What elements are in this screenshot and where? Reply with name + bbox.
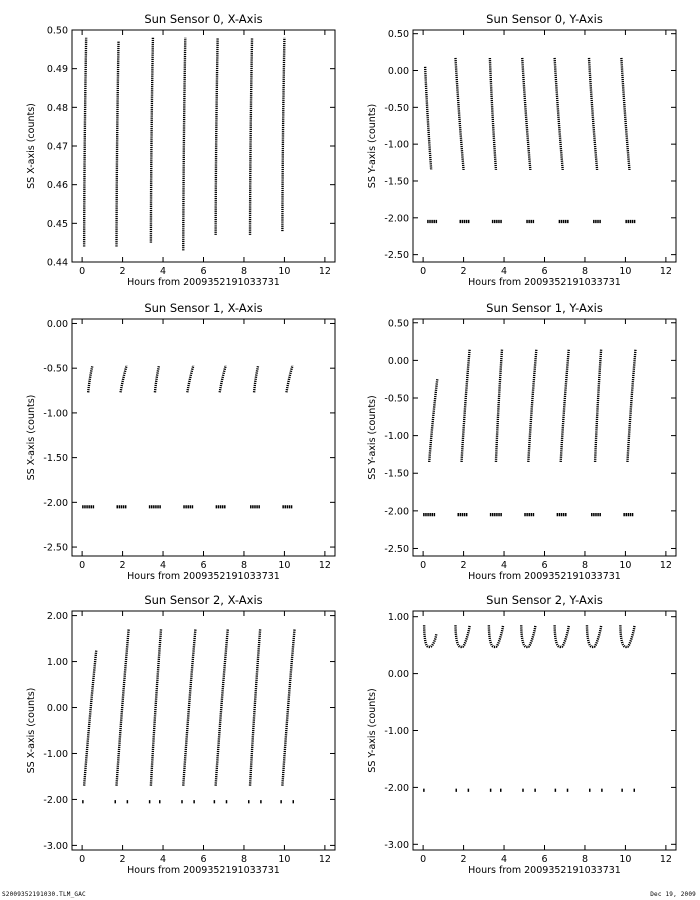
plot-frame (413, 319, 676, 556)
x-tick-label: 2 (119, 854, 126, 865)
plot-frame (413, 611, 676, 850)
x-tick-label: 6 (541, 560, 548, 571)
x-tick-label: 8 (240, 560, 247, 571)
series-track-3 (490, 58, 496, 170)
series-track-5 (216, 38, 218, 235)
plot-frame (72, 319, 335, 556)
data-layer (82, 366, 292, 507)
y-tick-label: -2.00 (384, 782, 409, 794)
y-axis-label: SS X-axis (counts) (26, 687, 37, 774)
y-tick-label: 0.50 (46, 25, 68, 37)
y-tick-label: 0.46 (46, 180, 68, 192)
series-track-5 (555, 58, 563, 170)
chart-title: Sun Sensor 1, X-Axis (144, 301, 263, 315)
x-tick-label: 10 (619, 854, 632, 865)
x-tick-label: 10 (278, 854, 291, 865)
plot-frame (72, 611, 335, 850)
series-track-6 (250, 38, 252, 235)
y-tick-label: 0.49 (46, 64, 68, 76)
x-tick-label: 4 (160, 560, 167, 571)
y-tick-label: -3.00 (384, 839, 409, 851)
series-track-2 (117, 629, 129, 785)
series-track-7 (282, 629, 294, 785)
y-axis-label: SS X-axis (counts) (26, 394, 37, 481)
y-tick-label: 0.45 (46, 218, 68, 230)
y-tick-label: -2.00 (384, 506, 409, 518)
x-tick-label: 4 (160, 266, 167, 277)
series-track-1 (88, 366, 92, 392)
y-tick-label: -1.00 (43, 408, 68, 420)
x-tick-label: 0 (420, 854, 427, 865)
series-track-5 (216, 629, 228, 785)
series-track-2 (117, 42, 119, 247)
series-track-7 (627, 349, 635, 462)
series-track-2 (462, 349, 470, 462)
series-track-4 (187, 366, 193, 393)
plot-frame (413, 30, 676, 262)
chart-panel-0 (26, 12, 335, 288)
series-track-5 (220, 366, 226, 393)
y-tick-label: -2.00 (43, 794, 68, 806)
y-tick-label: -2.50 (384, 543, 409, 555)
series-track-6 (589, 58, 597, 170)
x-tick-label: 8 (581, 854, 588, 865)
series-track-3 (151, 629, 161, 785)
data-layer (423, 625, 635, 790)
x-tick-label: 10 (278, 560, 291, 571)
y-axis-label: SS X-axis (counts) (26, 103, 37, 189)
series-track-6 (587, 625, 601, 647)
series-track-2 (455, 625, 469, 647)
series-track-4 (521, 625, 535, 647)
x-tick-label: 0 (79, 560, 86, 571)
series-track-7 (282, 38, 284, 231)
y-tick-label: 0.00 (387, 669, 409, 681)
y-tick-label: -1.00 (384, 431, 409, 443)
x-tick-label: 6 (200, 266, 207, 277)
series-track-3 (151, 38, 153, 243)
y-tick-label: 1.00 (46, 657, 68, 669)
y-tick-label: 1.00 (387, 612, 409, 624)
y-tick-label: 0.00 (387, 66, 409, 78)
chart-title: Sun Sensor 2, Y-Axis (486, 593, 603, 607)
x-tick-label: 4 (501, 854, 508, 865)
x-tick-label: 12 (659, 266, 672, 277)
footer-filename: S2009352191030.TLM_GAC (2, 891, 86, 898)
x-tick-label: 12 (318, 560, 331, 571)
data-layer (82, 629, 294, 801)
chart-panel-1 (367, 12, 676, 288)
series-track-2 (455, 58, 463, 170)
x-tick-label: 12 (659, 854, 672, 865)
series-track-4 (528, 349, 536, 462)
x-tick-label: 10 (619, 560, 632, 571)
x-tick-label: 12 (659, 560, 672, 571)
y-tick-label: 0.48 (46, 102, 68, 114)
y-tick-label: -1.50 (384, 468, 409, 480)
series-track-3 (155, 366, 159, 393)
y-tick-label: 0.50 (387, 29, 409, 41)
x-tick-label: 10 (278, 266, 291, 277)
x-tick-label: 4 (501, 560, 508, 571)
data-layer (425, 58, 635, 222)
y-tick-label: 0.47 (46, 141, 68, 153)
y-axis-label: SS Y-axis (counts) (367, 395, 378, 480)
x-tick-label: 0 (79, 854, 86, 865)
x-axis-label: Hours from 2009352191033731 (468, 277, 621, 288)
y-tick-label: -1.00 (384, 139, 409, 151)
x-tick-label: 2 (119, 560, 126, 571)
y-tick-label: -0.50 (384, 393, 409, 405)
x-axis-label: Hours from 2009352191033731 (468, 571, 621, 582)
series-track-6 (595, 349, 601, 462)
series-track-5 (555, 625, 569, 647)
x-tick-label: 8 (240, 266, 247, 277)
x-tick-label: 4 (501, 266, 508, 277)
x-tick-label: 0 (79, 266, 86, 277)
y-axis-label: SS Y-axis (counts) (367, 688, 378, 773)
chart-title: Sun Sensor 1, Y-Axis (486, 301, 603, 315)
y-tick-label: 2.00 (46, 611, 68, 623)
x-axis-label: Hours from 2009352191033731 (468, 865, 621, 876)
x-tick-label: 2 (460, 854, 467, 865)
series-track-6 (250, 629, 260, 785)
chart-title: Sun Sensor 0, X-Axis (144, 12, 263, 26)
x-tick-label: 8 (581, 266, 588, 277)
y-tick-label: -2.50 (384, 250, 409, 262)
series-track-7 (620, 625, 634, 647)
series-track-5 (561, 349, 569, 462)
series-track-1 (84, 38, 86, 247)
x-axis-label: Hours from 2009352191033731 (127, 571, 280, 582)
data-layer (423, 349, 635, 515)
chart-panel-3 (367, 301, 676, 582)
y-tick-label: 0.00 (46, 318, 68, 330)
y-tick-label: 0.00 (46, 703, 68, 715)
data-layer (84, 38, 284, 251)
x-tick-label: 2 (460, 560, 467, 571)
chart-title: Sun Sensor 0, Y-Axis (486, 12, 603, 26)
y-tick-label: -1.50 (384, 176, 409, 188)
series-track-3 (489, 625, 503, 647)
series-track-6 (254, 366, 258, 393)
series-track-2 (121, 366, 127, 393)
x-tick-label: 2 (460, 266, 467, 277)
series-track-1 (424, 625, 436, 647)
x-tick-label: 12 (318, 266, 331, 277)
series-track-1 (84, 650, 96, 786)
series-track-1 (429, 379, 437, 462)
series-track-7 (621, 58, 629, 170)
plot-frame (72, 30, 335, 262)
x-tick-label: 8 (581, 560, 588, 571)
y-tick-label: -0.50 (43, 363, 68, 375)
chart-panel-2 (26, 301, 335, 582)
series-track-1 (425, 67, 431, 170)
x-axis-label: Hours from 2009352191033731 (127, 865, 280, 876)
y-axis-label: SS Y-axis (counts) (367, 103, 378, 189)
chart-panel-4 (26, 593, 335, 876)
x-tick-label: 6 (200, 854, 207, 865)
x-tick-label: 0 (420, 266, 427, 277)
series-track-4 (183, 38, 185, 251)
y-tick-label: 0.44 (46, 257, 68, 269)
y-tick-label: -2.00 (43, 497, 68, 509)
footer-date: Dec 19, 2009 (650, 891, 696, 898)
x-tick-label: 12 (318, 854, 331, 865)
x-tick-label: 4 (160, 854, 167, 865)
x-tick-label: 6 (200, 560, 207, 571)
series-track-4 (522, 58, 530, 170)
y-tick-label: -2.50 (43, 542, 68, 554)
y-tick-label: -2.00 (384, 213, 409, 225)
y-tick-label: 0.00 (387, 355, 409, 367)
chart-title: Sun Sensor 2, X-Axis (144, 593, 263, 607)
x-tick-label: 10 (619, 266, 632, 277)
x-tick-label: 0 (420, 560, 427, 571)
x-tick-label: 2 (119, 266, 126, 277)
y-tick-label: -0.50 (384, 102, 409, 114)
x-tick-label: 6 (541, 854, 548, 865)
series-track-3 (496, 349, 502, 462)
series-track-4 (183, 629, 195, 785)
y-tick-label: -1.00 (43, 748, 68, 760)
y-tick-label: 0.50 (387, 318, 409, 330)
x-tick-label: 8 (240, 854, 247, 865)
chart-panel-5 (367, 593, 676, 876)
x-tick-label: 6 (541, 266, 548, 277)
series-track-7 (286, 366, 292, 393)
y-tick-label: -1.50 (43, 453, 68, 465)
y-tick-label: -1.00 (384, 726, 409, 737)
x-axis-label: Hours from 2009352191033731 (127, 277, 280, 288)
y-tick-label: -3.00 (43, 840, 68, 852)
